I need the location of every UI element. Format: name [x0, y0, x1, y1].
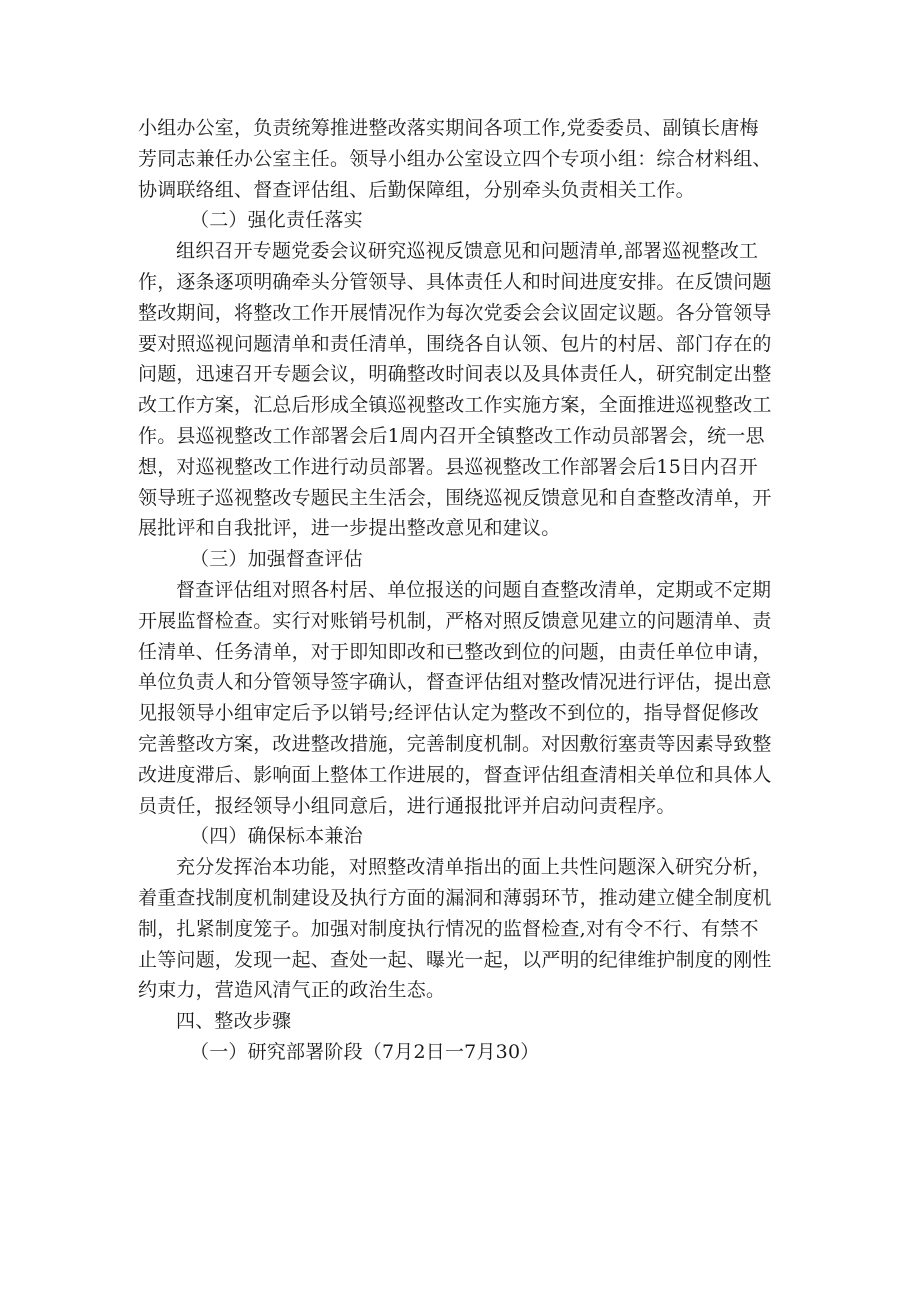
text-line: 整改期间，将整改工作开展情况作为每次党委会会议固定议题。各分管领导 — [138, 301, 772, 324]
text-line: 任清单、任务清单，对于即知即改和已整改到位的问题，由责任单位申请， — [138, 640, 772, 663]
text-line: 完善整改方案，改进整改措施，完善制度机制。对因敷衍塞责等因素导致整 — [138, 732, 772, 755]
section-heading: （二）强化责任落实 — [190, 209, 363, 232]
section-heading: （三）加强督查评估 — [190, 548, 363, 571]
text-line: 见报领导小组审定后予以销号;经评估认定为整改不到位的，指导督促修改 — [138, 702, 760, 725]
text-line: 问题，迅速召开专题会议，明确整改时间表以及具体责任人，研究制定出整 — [138, 363, 772, 386]
text-line: 要对照巡视问题清单和责任清单，围绕各自认领、包片的村居、部门存在的 — [138, 332, 772, 355]
text-line: 单位负责人和分管领导签字确认，督查评估组对整改情况进行评估，提出意 — [138, 671, 772, 694]
text-line: 四、整改步骤 — [176, 1010, 292, 1033]
text-line: 作，逐条逐项明确牵头分管领导、具体责任人和时间进度安排。在反馈问题 — [138, 270, 772, 293]
text-line: 协调联络组、督查评估组、后勤保障组，分别牵头负责相关工作。 — [138, 178, 695, 201]
text-line: 约束力，营造风清气正的政治生态。 — [138, 979, 446, 1002]
text-line: 止等问题，发现一起、查处一起、曝光一起，以严明的纪律维护制度的刚性 — [138, 948, 772, 971]
text-line: 改工作方案，汇总后形成全镇巡视整改工作实施方案，全面推进巡视整改工 — [138, 394, 772, 417]
text-line: 开展监督检查。实行对账销号机制，严格对照反馈意见建立的问题清单、责 — [138, 609, 772, 632]
text-line: 组织召开专题党委会议研究巡视反馈意见和问题清单,部署巡视整改工 — [176, 240, 759, 263]
text-line: 员责任，报经领导小组同意后，进行通报批评并启动问责程序。 — [138, 794, 676, 817]
text-line: 作。县巡视整改工作部署会后1周内召开全镇整改工作动员部署会，统一思 — [138, 424, 765, 447]
text-line: 改进度滞后、影响面上整体工作进展的，督查评估组查清相关单位和具体人 — [138, 763, 772, 786]
section-heading: （四）确保标本兼治 — [190, 825, 363, 848]
text-line: 想，对巡视整改工作进行动员部署。县巡视整改工作部署会后15日内召开 — [138, 455, 758, 478]
text-line: 领导班子巡视整改专题民主生活会，围绕巡视反馈意见和自查整改清单，开 — [138, 486, 772, 509]
section-heading: （一）研究部署阶段（7月2日一7月30） — [190, 1040, 540, 1063]
text-line: 着重查找制度机制建设及执行方面的漏洞和薄弱环节，推动建立健全制度机 — [138, 886, 772, 909]
text-line: 制，扎紧制度笼子。加强对制度执行情况的监督检查,对有令不行、有禁不 — [138, 917, 759, 940]
text-line: 小组办公室，负责统筹推进整改落实期间各项工作,党委委员、副镇长唐梅 — [138, 117, 759, 139]
document-page — [138, 113, 798, 1068]
text-line: 芳同志兼任办公室主任。领导小组办公室设立四个专项小组：综合材料组、 — [138, 147, 772, 170]
text-line: 展批评和自我批评，进一步提出整改意见和建议。 — [138, 517, 561, 540]
text-line: 充分发挥治本功能，对照整改清单指出的面上共性问题深入研究分析， — [176, 856, 772, 879]
text-line: 督查评估组对照各村居、单位报送的问题自查整改清单，定期或不定期 — [176, 578, 772, 601]
